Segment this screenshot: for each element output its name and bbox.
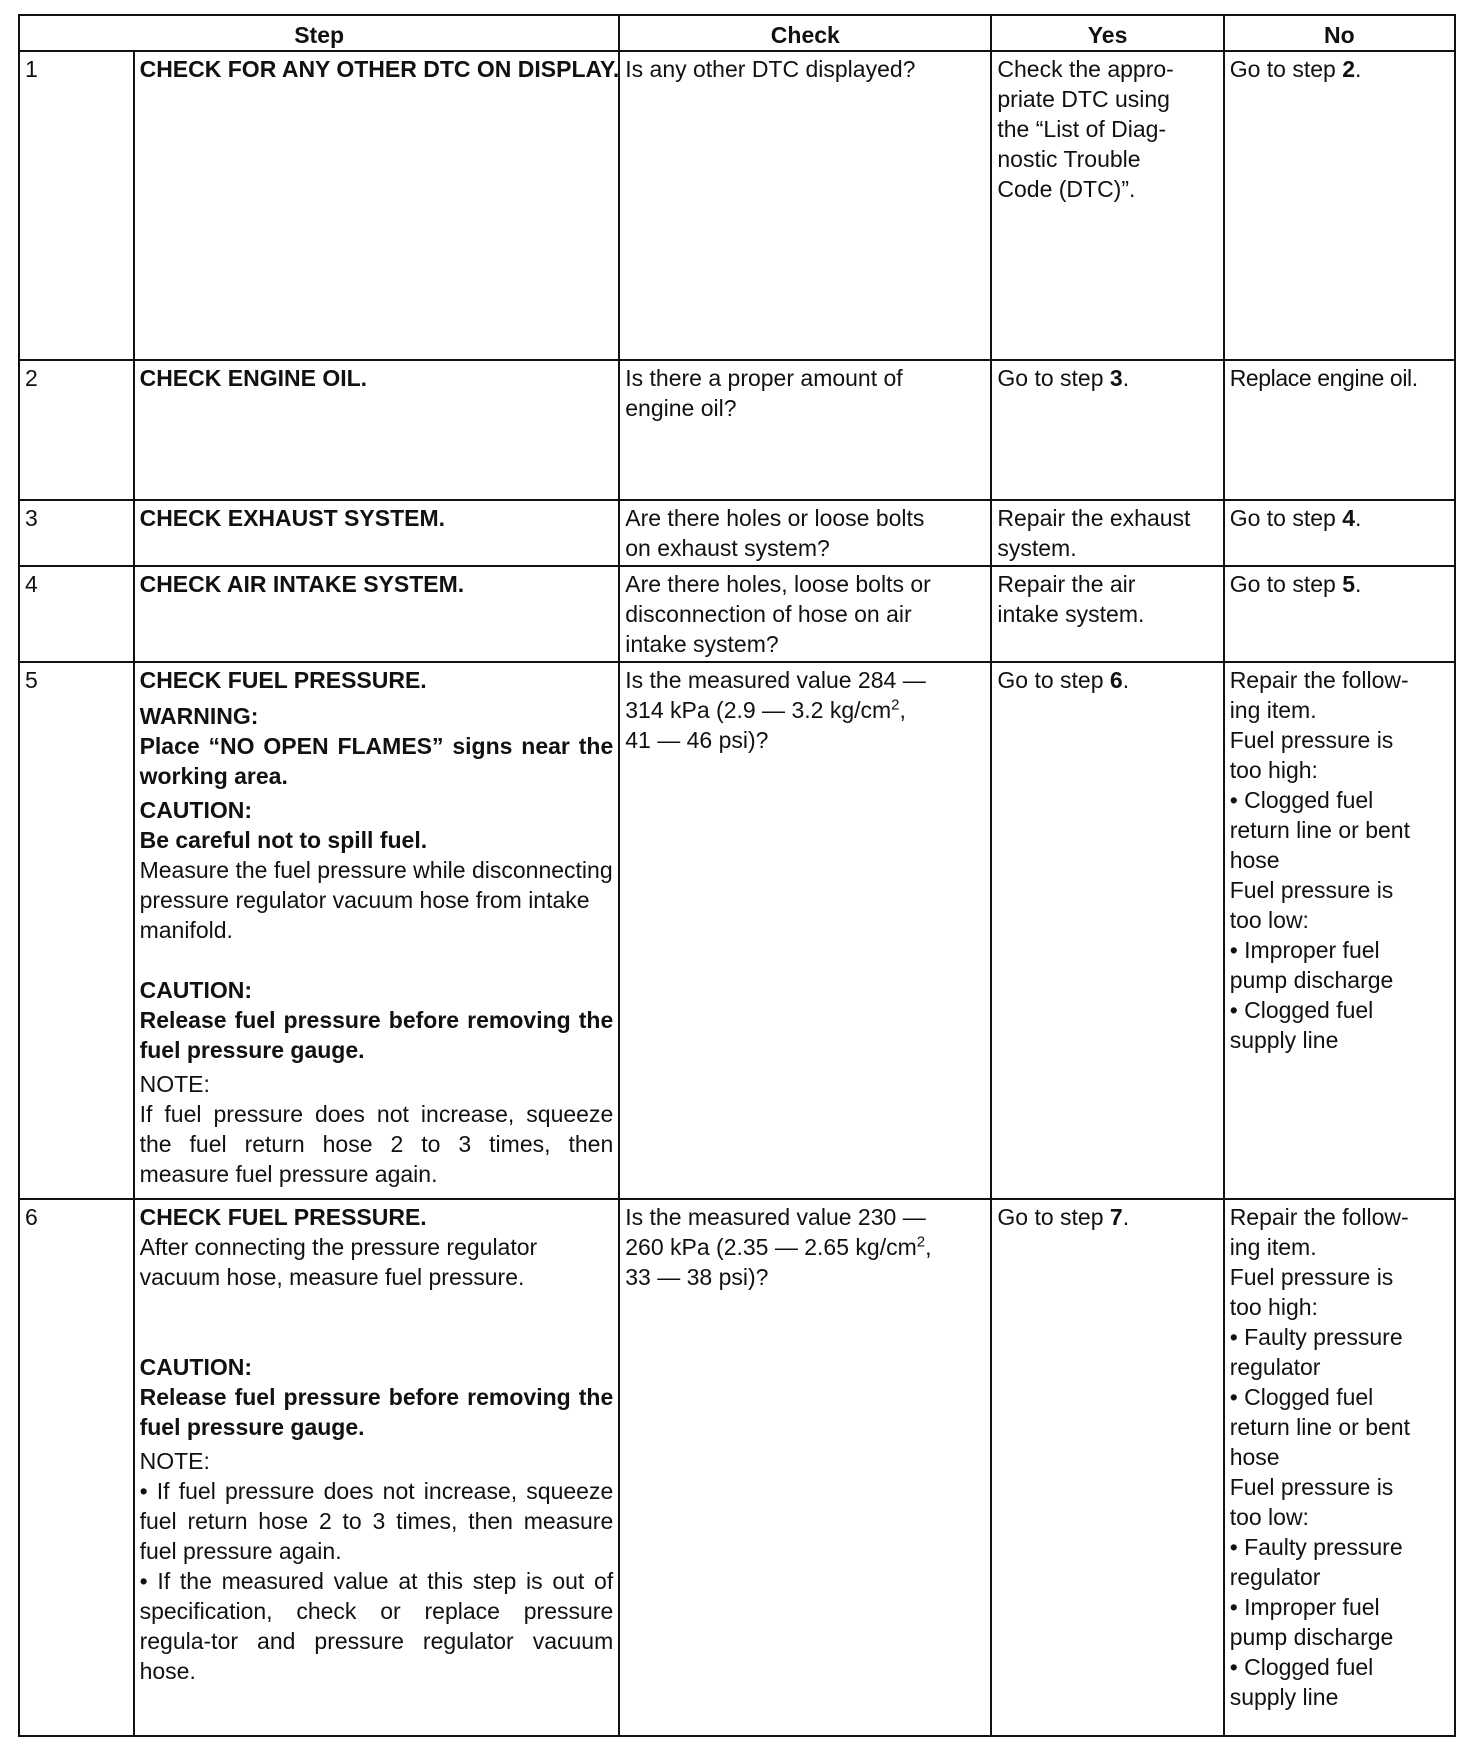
step-cell xyxy=(134,51,620,360)
yes-text: Go to step xyxy=(997,365,1110,391)
check-cell xyxy=(619,566,991,662)
no-line: too low: xyxy=(1229,907,1309,933)
no-line: pump discharge xyxy=(1229,967,1394,993)
check-line xyxy=(625,695,985,725)
step-number: 1 xyxy=(19,51,134,360)
step-number: 3 xyxy=(19,500,134,566)
step-number: 4 xyxy=(19,566,134,662)
header-yes: Yes xyxy=(991,15,1223,51)
check-line: engine oil? xyxy=(625,395,737,421)
no-cell xyxy=(1224,500,1455,566)
header-no: No xyxy=(1224,15,1455,51)
no-line: Fuel pressure is xyxy=(1229,1474,1394,1500)
check-line: on exhaust system? xyxy=(625,535,830,561)
no-step-link[interactable]: 2 xyxy=(1342,56,1355,82)
no-cell xyxy=(1224,1199,1455,1736)
no-line: ing item. xyxy=(1229,1234,1317,1260)
yes-line: Check the appro- xyxy=(997,56,1174,82)
table-row-step-2 xyxy=(19,360,1455,500)
no-text: Go to step xyxy=(1229,505,1343,531)
step-title: CHECK ENGINE OIL. xyxy=(139,365,368,391)
no-line: Fuel pressure is xyxy=(1229,727,1394,753)
check-cell xyxy=(619,662,991,1199)
caution-text: Release fuel pressure before removing the fuel pressure gauge. xyxy=(139,1007,614,1063)
check-line: Are there holes, loose bolts or xyxy=(625,571,931,597)
no-line: too high: xyxy=(1229,1294,1318,1320)
no-text-end: . xyxy=(1355,505,1362,531)
step-cell xyxy=(134,1199,620,1736)
no-text: Go to step xyxy=(1229,56,1343,82)
no-line: too high: xyxy=(1229,757,1318,783)
yes-line: nostic Trouble xyxy=(997,146,1141,172)
no-line: supply line xyxy=(1229,1684,1339,1710)
yes-cell xyxy=(991,500,1223,566)
step-title: CHECK EXHAUST SYSTEM. xyxy=(139,505,446,531)
no-line: hose xyxy=(1229,1444,1280,1470)
yes-text: Go to step xyxy=(997,667,1110,693)
check-line: 41 — 46 psi)? xyxy=(625,727,769,753)
caution-label: CAUTION: xyxy=(139,797,253,823)
step-title: CHECK AIR INTAKE SYSTEM. xyxy=(139,571,465,597)
no-line: Fuel pressure is xyxy=(1229,877,1394,903)
no-line: • Faulty pressure xyxy=(1229,1324,1403,1350)
note-item: • If the measured value at this step is out of specification, check or replace pressure regula-tor and pressure regulator vacuum hose. xyxy=(139,1568,614,1684)
check-line: Is the measured value 284 — xyxy=(625,667,926,693)
yes-step-link[interactable]: 7 xyxy=(1109,1204,1123,1230)
diagnostic-table xyxy=(18,14,1456,1737)
no-line: • Clogged fuel xyxy=(1229,1384,1374,1410)
step-title: CHECK FUEL PRESSURE. xyxy=(139,1204,427,1230)
check-text: , xyxy=(899,697,906,723)
no-line: pump discharge xyxy=(1229,1624,1394,1650)
yes-step-link[interactable]: 6 xyxy=(1109,667,1123,693)
no-line: supply line xyxy=(1229,1027,1339,1053)
no-line: • Faulty pressure xyxy=(1229,1534,1403,1560)
check-line: intake system? xyxy=(625,631,779,657)
caution-label: CAUTION: xyxy=(139,1354,253,1380)
header-check: Check xyxy=(619,15,991,51)
header-row xyxy=(19,15,1455,51)
yes-text-end: . xyxy=(1122,667,1130,693)
no-line: return line or bent xyxy=(1229,1414,1410,1440)
no-line: Repair the follow- xyxy=(1229,667,1409,693)
note-text: If fuel pressure does not increase, squeeze the fuel return hose 2 to 3 times, then measure fuel pressure again. xyxy=(139,1101,614,1187)
step-number: 6 xyxy=(19,1199,134,1736)
check-text: 260 kPa (2.35 — 2.65 kg/cm xyxy=(625,1234,917,1260)
caution-text: Be careful not to spill fuel. xyxy=(139,827,428,853)
step-cell xyxy=(134,500,620,566)
yes-line: system. xyxy=(997,535,1077,561)
yes-line: priate DTC using xyxy=(997,86,1170,112)
no-line: ing item. xyxy=(1229,697,1317,723)
caution-text: Release fuel pressure before removing the fuel pressure gauge. xyxy=(139,1384,614,1440)
check-line: Are there holes or loose bolts xyxy=(625,505,925,531)
check-line xyxy=(625,1232,985,1262)
check-line: Is there a proper amount of xyxy=(625,365,903,391)
no-text-end: . xyxy=(1355,56,1362,82)
warning-label: WARNING: xyxy=(139,703,259,729)
table-row-step-6 xyxy=(19,1199,1455,1736)
superscript: 2 xyxy=(916,1233,926,1251)
no-line: • Clogged fuel xyxy=(1229,787,1374,813)
yes-cell xyxy=(991,1199,1223,1736)
yes-text-end: . xyxy=(1122,365,1130,391)
check-cell xyxy=(619,1199,991,1736)
no-cell xyxy=(1224,662,1455,1199)
step-cell xyxy=(134,360,620,500)
caution-label: CAUTION: xyxy=(139,977,253,1003)
yes-line: Code (DTC)”. xyxy=(997,176,1136,202)
no-line: too low: xyxy=(1229,1504,1309,1530)
yes-line: Repair the air xyxy=(997,571,1136,597)
no-line: Fuel pressure is xyxy=(1229,1264,1394,1290)
step-title: CHECK FOR ANY OTHER DTC ON DISPLAY. xyxy=(139,56,620,82)
note-label: NOTE: xyxy=(139,1448,210,1474)
no-step-link[interactable]: 5 xyxy=(1342,571,1355,597)
spacer xyxy=(140,945,614,975)
no-line: • Improper fuel xyxy=(1229,1594,1380,1620)
header-step: Step xyxy=(19,15,619,51)
yes-line: intake system. xyxy=(997,601,1145,627)
step-title: CHECK FUEL PRESSURE. xyxy=(139,667,427,693)
no-text: Go to step xyxy=(1229,571,1343,597)
step-cell xyxy=(134,662,620,1199)
warning-text: Place “NO OPEN FLAMES” signs near the working area. xyxy=(139,733,614,789)
no-line: Repair the follow- xyxy=(1229,1204,1409,1230)
step-number: 2 xyxy=(19,360,134,500)
check-cell xyxy=(619,500,991,566)
no-text-end: . xyxy=(1355,571,1362,597)
check-line: 33 — 38 psi)? xyxy=(625,1264,769,1290)
yes-cell xyxy=(991,51,1223,360)
yes-text-end: . xyxy=(1122,1204,1130,1230)
step-number: 5 xyxy=(19,662,134,1199)
no-step-link[interactable]: 4 xyxy=(1342,505,1355,531)
check-text: 314 kPa (2.9 — 3.2 kg/cm xyxy=(625,697,892,723)
yes-cell xyxy=(991,360,1223,500)
table-row-step-1 xyxy=(19,51,1455,360)
no-line: • Clogged fuel xyxy=(1229,997,1374,1023)
yes-cell xyxy=(991,566,1223,662)
instruction-text: Measure the fuel pressure while disconnecting pressure regulator vacuum hose from intake manifold. xyxy=(139,857,613,943)
yes-cell xyxy=(991,662,1223,1199)
note-item: • If fuel pressure does not increase, squeeze fuel return hose 2 to 3 times, then measure fuel pressure again. xyxy=(139,1478,614,1564)
yes-step-link[interactable]: 3 xyxy=(1109,365,1123,391)
note-label: NOTE: xyxy=(139,1071,210,1097)
no-line: return line or bent xyxy=(1229,817,1410,843)
check-cell xyxy=(619,360,991,500)
superscript: 2 xyxy=(891,696,900,714)
no-cell xyxy=(1224,566,1455,662)
yes-text: Go to step xyxy=(997,1204,1110,1230)
no-line: regulator xyxy=(1229,1564,1321,1590)
check-line: disconnection of hose on air xyxy=(625,601,912,627)
step-cell xyxy=(134,566,620,662)
table-row-step-3 xyxy=(19,500,1455,566)
table-row-step-4 xyxy=(19,566,1455,662)
instruction-text: After connecting the pressure regulator vacuum hose, measure fuel pressure. xyxy=(139,1234,538,1290)
spacer xyxy=(140,1292,614,1352)
no-line: • Clogged fuel xyxy=(1229,1654,1374,1680)
no-line: • Improper fuel xyxy=(1229,937,1380,963)
no-line: hose xyxy=(1229,847,1280,873)
yes-line: Repair the exhaust xyxy=(997,505,1191,531)
no-line: regulator xyxy=(1229,1354,1321,1380)
no-cell: Replace engine oil. xyxy=(1224,360,1455,500)
yes-line: the “List of Diag- xyxy=(997,116,1167,142)
check-cell: Is any other DTC displayed? xyxy=(619,51,991,360)
check-text: , xyxy=(925,1234,932,1260)
check-line: Is the measured value 230 — xyxy=(625,1204,926,1230)
no-cell xyxy=(1224,51,1455,360)
table-row-step-5 xyxy=(19,662,1455,1199)
